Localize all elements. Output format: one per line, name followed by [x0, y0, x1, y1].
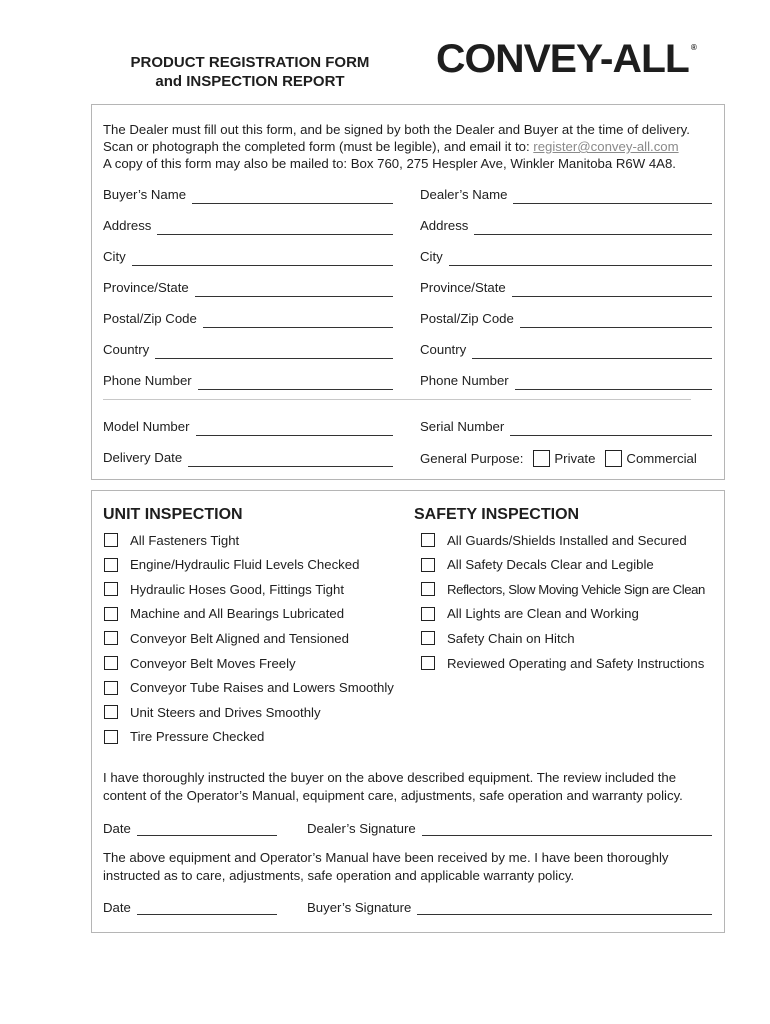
buyer-field-line[interactable] [203, 315, 393, 328]
unit-inspection-checkbox[interactable] [104, 582, 118, 596]
safety-inspection-item-label: All Lights are Clean and Working [447, 606, 639, 622]
instructions [103, 121, 715, 172]
delivery-date-field[interactable] [103, 449, 393, 467]
buyer-field-label: Phone Number [103, 373, 192, 388]
unit-inspection-checkbox[interactable] [104, 533, 118, 547]
unit-inspection-checkbox[interactable] [104, 607, 118, 621]
unit-inspection-item-label: Tire Pressure Checked [130, 729, 265, 745]
unit-inspection-heading: UNIT INSPECTION [103, 506, 243, 523]
private-label: Private [554, 450, 596, 466]
dealer-field-line[interactable] [472, 346, 712, 359]
buyer-field-label: Address [103, 218, 152, 233]
instructions-line2 [103, 138, 715, 155]
instructions-line2-text: Scan or photograph the completed form (must be legible), and email it to: [103, 139, 534, 154]
safety-inspection-heading: SAFETY INSPECTION [414, 506, 580, 523]
unit-inspection-item[interactable] [104, 580, 344, 598]
safety-inspection-checkbox[interactable] [421, 533, 435, 547]
safety-inspection-checkbox[interactable] [421, 558, 435, 572]
unit-inspection-item[interactable] [104, 531, 239, 549]
unit-inspection-checkbox[interactable] [104, 681, 118, 695]
safety-inspection-checkbox[interactable] [421, 582, 435, 596]
buyer-field-line[interactable] [192, 191, 393, 204]
dealer-field-label: Dealer’s Name [420, 187, 508, 202]
dealer-field-line[interactable] [474, 222, 712, 235]
unit-inspection-checkbox[interactable] [104, 656, 118, 670]
dealer-field[interactable] [420, 372, 712, 390]
safety-inspection-item-label: Reflectors, Slow Moving Vehicle Sign are Clean [447, 581, 705, 597]
safety-inspection-item[interactable] [421, 556, 654, 574]
buyer-field-line[interactable] [198, 377, 393, 390]
dealer-field-label: City [420, 249, 443, 264]
dealer-field-line[interactable] [513, 191, 712, 204]
unit-inspection-checkbox[interactable] [104, 631, 118, 645]
unit-inspection-item[interactable] [104, 679, 394, 697]
buyer-signature-line[interactable] [417, 902, 712, 915]
buyer-field[interactable] [103, 310, 393, 328]
dealer-field[interactable] [420, 310, 712, 328]
dealer-field[interactable] [420, 217, 712, 235]
dealer-field[interactable] [420, 248, 712, 266]
unit-inspection-item-label: Conveyor Belt Moves Freely [130, 655, 296, 671]
unit-inspection-item-label: Machine and All Bearings Lubricated [130, 606, 345, 622]
dealer-date-label: Date [103, 821, 131, 836]
safety-inspection-checkbox[interactable] [421, 607, 435, 621]
instructions-line3: A copy of this form may also be mailed to: Box 760, 275 Hespler Ave, Winkler Manitoba R6W 4A8. [103, 156, 676, 171]
safety-inspection-checkbox[interactable] [421, 631, 435, 645]
safety-inspection-item[interactable] [421, 654, 704, 672]
buyer-field[interactable] [103, 186, 393, 204]
safety-inspection-item-label: Safety Chain on Hitch [447, 630, 575, 646]
unit-inspection-item-label: All Fasteners Tight [130, 532, 240, 548]
general-purpose-field [420, 449, 697, 467]
buyer-field[interactable] [103, 217, 393, 235]
buyer-field-line[interactable] [157, 222, 393, 235]
model-number-label: Model Number [103, 419, 190, 434]
unit-inspection-item-label: Hydraulic Hoses Good, Fittings Tight [130, 581, 345, 597]
dealer-statement: I have thoroughly instructed the buyer on the above described equipment. The review included the content of the Operator’s Manual, equipment care, adjustments, safe operation and warranty policy. [103, 770, 683, 803]
buyer-statement: The above equipment and Operator’s Manual have been received by me. I have been thoroughly instructed as to care, adjustments, safe operation and applicable warranty policy. [103, 850, 669, 883]
buyer-field[interactable] [103, 248, 393, 266]
dealer-field-label: Phone Number [420, 373, 509, 388]
safety-inspection-item[interactable] [421, 629, 575, 647]
form-title-line1: PRODUCT REGISTRATION FORM [130, 54, 370, 71]
dealer-field[interactable] [420, 341, 712, 359]
dealer-field-line[interactable] [449, 253, 712, 266]
buyer-date-line[interactable] [137, 902, 277, 915]
buyer-date-label: Date [103, 900, 131, 915]
safety-inspection-checkbox[interactable] [421, 656, 435, 670]
unit-inspection-item-label: Conveyor Tube Raises and Lowers Smoothly [130, 680, 394, 696]
buyer-field-label: Country [103, 342, 150, 357]
delivery-date-line[interactable] [188, 454, 393, 467]
unit-inspection-item-label: Engine/Hydraulic Fluid Levels Checked [130, 557, 360, 573]
section-divider [103, 399, 691, 400]
buyer-signature-field[interactable] [307, 897, 712, 915]
buyer-field-line[interactable] [195, 284, 393, 297]
unit-inspection-item[interactable] [104, 556, 359, 574]
model-number-field[interactable] [103, 418, 393, 436]
safety-inspection-item-label: Reviewed Operating and Safety Instructions [447, 655, 705, 671]
email-link[interactable]: register@convey-all.com [533, 139, 679, 154]
unit-inspection-item-label: Unit Steers and Drives Smoothly [130, 704, 321, 720]
buyer-date-field[interactable] [103, 897, 277, 915]
dealer-signature-field[interactable] [307, 818, 712, 836]
serial-number-field[interactable] [420, 418, 712, 436]
buyer-signature-label: Buyer’s Signature [307, 900, 412, 915]
dealer-date-line[interactable] [137, 823, 277, 836]
commercial-label: Commercial [626, 450, 697, 466]
buyer-field-line[interactable] [155, 346, 393, 359]
safety-inspection-item[interactable] [421, 580, 705, 598]
registered-mark: ® [690, 43, 697, 52]
unit-inspection-item-label: Conveyor Belt Aligned and Tensioned [130, 630, 349, 646]
dealer-signature-label: Dealer’s Signature [307, 821, 416, 836]
buyer-field-line[interactable] [132, 253, 393, 266]
dealer-field-label: Postal/Zip Code [420, 311, 514, 326]
dealer-field-label: Address [420, 218, 469, 233]
delivery-date-label: Delivery Date [103, 450, 183, 465]
buyer-field[interactable] [103, 341, 393, 359]
serial-number-line[interactable] [510, 423, 712, 436]
commercial-checkbox[interactable] [605, 450, 622, 467]
unit-inspection-checkbox[interactable] [104, 730, 118, 744]
unit-inspection-checkbox[interactable] [104, 705, 118, 719]
buyer-field-label: City [103, 249, 126, 264]
dealer-field-label: Province/State [420, 280, 506, 295]
dealer-field[interactable] [420, 186, 712, 204]
dealer-field[interactable] [420, 279, 712, 297]
unit-inspection-item[interactable] [104, 703, 321, 721]
serial-number-label: Serial Number [420, 419, 505, 434]
safety-inspection-item[interactable] [421, 531, 687, 549]
unit-inspection-item[interactable] [104, 728, 264, 746]
safety-inspection-item-label: All Safety Decals Clear and Legible [447, 557, 654, 573]
buyer-field[interactable] [103, 372, 393, 390]
dealer-field-line[interactable] [512, 284, 712, 297]
dealer-field-label: Country [420, 342, 467, 357]
unit-inspection-checkbox[interactable] [104, 558, 118, 572]
model-number-line[interactable] [196, 423, 394, 436]
dealer-field-line[interactable] [520, 315, 712, 328]
instructions-line1: The Dealer must fill out this form, and be signed by both the Dealer and Buyer at the time of delivery. [103, 122, 690, 137]
private-checkbox[interactable] [533, 450, 550, 467]
dealer-date-field[interactable] [103, 818, 277, 836]
buyer-field-label: Buyer’s Name [103, 187, 187, 202]
unit-inspection-item[interactable] [104, 629, 349, 647]
buyer-field-label: Postal/Zip Code [103, 311, 197, 326]
buyer-field[interactable] [103, 279, 393, 297]
dealer-signature-line[interactable] [422, 823, 712, 836]
safety-inspection-item[interactable] [421, 605, 639, 623]
general-purpose-label: General Purpose: [420, 450, 524, 466]
form-title [100, 53, 400, 91]
safety-inspection-item-label: All Guards/Shields Installed and Secured [447, 532, 687, 548]
unit-inspection-item[interactable] [104, 605, 344, 623]
logo-text: CONVEY-ALL [436, 37, 689, 81]
dealer-field-line[interactable] [515, 377, 712, 390]
convey-all-logo [436, 37, 697, 82]
buyer-field-label: Province/State [103, 280, 189, 295]
form-title-line2: and INSPECTION REPORT [155, 73, 345, 90]
unit-inspection-item[interactable] [104, 654, 296, 672]
